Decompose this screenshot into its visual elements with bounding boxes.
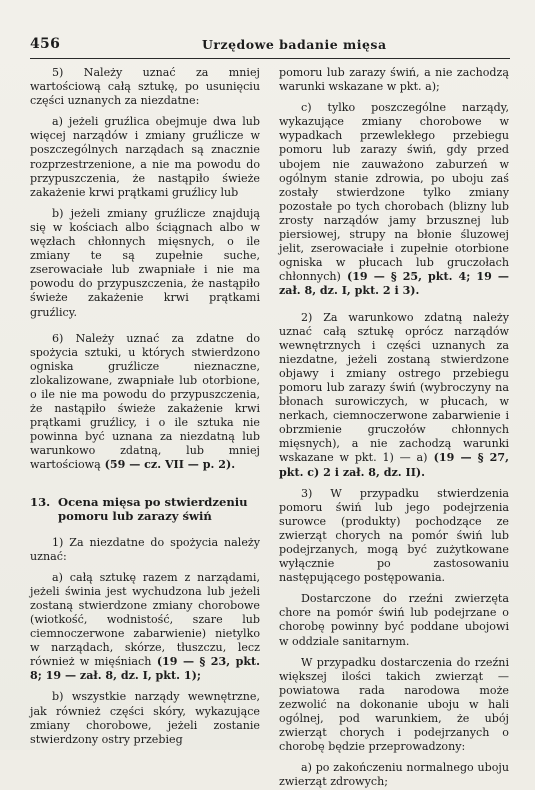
paragraph: 3) W przypadku stwierdzenia pomoru świń lub jego podejrzenia surowce (produkty) pochodzące ze zwierząt chorych na pomór świń lub podejrzanych, mogą być zużytkowane wyłącznie po zastosowaniu następującego postępowania.: [279, 486, 509, 585]
header-rule: [30, 58, 510, 59]
paragraph: b) wszystkie narządy wewnętrzne, jak również części skóry, wykazujące zmiany chorobowe, jeżeli zostanie stwierdzony ostry przebieg: [30, 690, 260, 746]
section-heading: [30, 495, 260, 524]
page-number: 456: [30, 36, 61, 52]
section-title-line1: Ocena mięsa po stwierdzeniu: [58, 494, 248, 509]
paragraph: c) tylko poszczególne narządy, wykazujące zmiany chorobowe w wypadkach przewlekłego przebiegu pomoru lub zarazy świń, gdy przed ubojem nie zauważono zaburzeń w ogólnym stanie zdrowia, po uboju zaś zostały stwierdzone tylko zmiany pozostałe po tych chorobach (blizny lub zrosty narządów jamy brzusznej lub piersiowej, strupy na błonie śluzowej jelit, zserowaciałe i zupełnie otorbione ogniska w płucach lub gruczołach chłonnych) (19 — § 25, pkt. 4; 19 — zał. 8, dz. I, pkt. 2 i 3).: [279, 101, 509, 298]
paragraph: a) po zakończeniu normalnego uboju zwierząt zdrowych;: [279, 761, 509, 789]
paragraph: 1) Za niezdatne do spożycia należy uznać:: [30, 535, 260, 563]
paragraph: a) jeżeli gruźlica obejmuje dwa lub więcej narządów i zmiany gruźlicze w poszczególnych narządach są znacznie rozprzestrzenione, a nie ma powodu do przypuszczenia, że nastąpiło świeże zakażenie krwi prątkami gruźlicy lub: [30, 115, 260, 199]
citation: (19 — § 25, pkt. 4; 19 — zał. 8, dz. I, pkt. 2 i 3).: [279, 270, 509, 298]
section-title-line2: pomoru lub zarazy świń: [58, 509, 212, 524]
citation: (19 — § 27, pkt. c) 2 i zał. 8, dz. II).: [279, 451, 509, 479]
right-column: [279, 66, 509, 790]
paragraph: W przypadku dostarczenia do rzeźni większej ilości takich zwierząt — powiatowa rada narodowa może zezwolić na dokonanie uboju w hali ogólnej, pod warunkiem, że ubój zwierząt chorych i podejrzanych o chorobę będzie przeprowadzony:: [279, 655, 509, 754]
paragraph: a) całą sztukę razem z narządami, jeżeli świnia jest wychudzona lub jeżeli zostaną stwierdzone zmiany chorobowe (wiotkość, wodnistość, szare lub ciemnoczerwone zabarwienie) nietylko w narządach, skórze, tłuszczu, lecz również w mięśniach (19 — § 23, pkt. 8; 19 — zał. 8, dz. I, pkt. 1);: [30, 570, 261, 683]
page-header: [30, 36, 510, 58]
paragraph: b) jeżeli zmiany gruźlicze znajdują się w kościach albo ściągnach albo w węzłach chłonnych mięsnych, o ile zmiany te są zupełnie suche, zserowaciałe lub zwapniałe i nie ma powodu do przypuszczenia, że nastąpiło świeże zakażenie krwi prątkami gruźlicy.: [30, 206, 260, 319]
citation: (59 — cz. VII — p. 2).: [100, 458, 236, 472]
running-title: Urzędowe badanie mięsa: [202, 37, 387, 52]
paragraph: pomoru lub zarazy świń, a nie zachodzą warunki wskazane w pkt. a);: [279, 66, 509, 94]
paragraph: 5) Należy uznać za mniej wartościową całą sztukę, po usunięciu części uznanych za niezdatne:: [30, 66, 260, 108]
section-number: 13.: [30, 494, 51, 509]
citation: (19 — § 23, pkt. 8; 19 — zał. 8, dz. I, pkt. 1);: [30, 655, 261, 683]
left-column: [30, 66, 260, 747]
paragraph: 2) Za warunkowo zdatną należy uznać całą sztukę oprócz narządów wewnętrznych i części uznanych za niezdatne, jeżeli zostaną stwierdzone objawy i zmiany ostrego przebiegu pomoru lub zarazy świń (wybroczyny na błonach surowiczych, w płucach, w nerkach, ciemnoczerwone zabarwienie i obrzmienie gruczołów chłonnych mięsnych), a nie zachodzą warunki wskazane w pkt. 1) — a) (19 — § 27, pkt. c) 2 i zał. 8, dz. II).: [279, 310, 509, 479]
paragraph: Dostarczone do rzeźni zwierzęta chore na pomór świń lub podejrzane o chorobę powinny być poddane ubojowi w oddziale sanitarnym.: [279, 592, 509, 648]
paragraph: 6) Należy uznać za zdatne do spożycia sztuki, u których stwierdzono ogniska gruźlicze nieznaczne, zlokalizowane, zwapniałe lub otorbione, o ile nie ma powodu do przypuszczenia, że nastąpiło świeże zakażenie krwi prątkami gruźlicy, i o ile sztuka nie powinna być uznana za niezdatną lub warunkowo zdatną, lub mniej wartościową (59 — cz. VII — p. 2).: [30, 331, 260, 472]
